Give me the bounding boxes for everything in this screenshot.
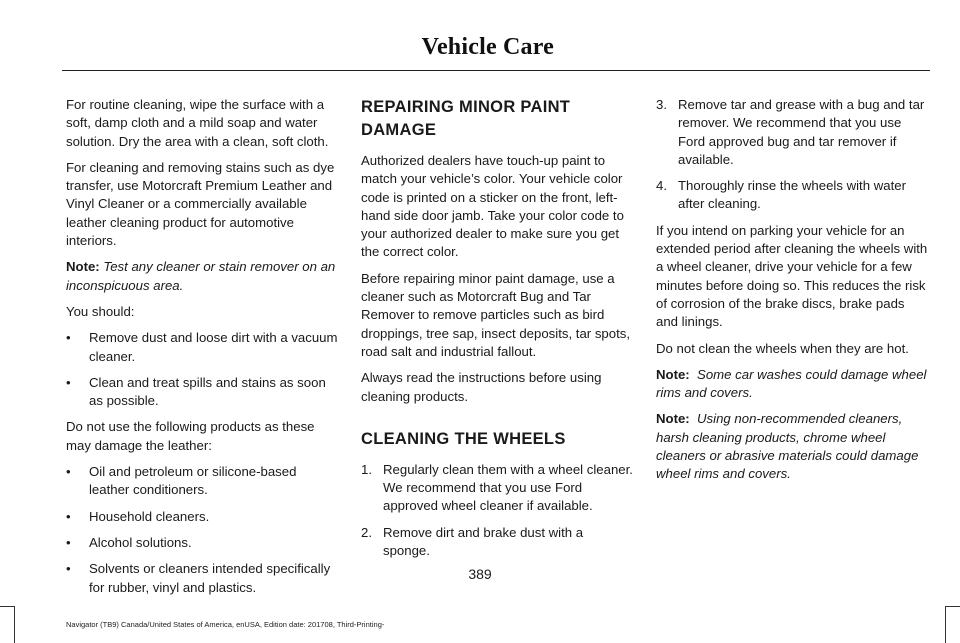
should-list <box>66 329 338 410</box>
list-item: • Clean and treat spills and stains as soon as possible. <box>66 374 338 411</box>
list-item <box>656 177 928 214</box>
note-label: Note: <box>656 411 690 427</box>
column-2 <box>361 96 633 568</box>
wheel-steps-continued <box>656 96 928 214</box>
crop-mark <box>945 606 960 607</box>
paragraph: Authorized dealers have touch-up paint to match your vehicle’s color. Your vehicle color code is printed on a sticker on the front, left-hand side door jamb. Take your color code to your authorized dealer to make sure you get the correct color. <box>361 153 624 260</box>
note-text: Some car washes could damage wheel rims and covers. <box>656 366 927 401</box>
step-number: 2. <box>361 524 372 540</box>
step-text: Remove tar and grease with a bug and tar remover. We recommend that you use Ford approved bug and tar remover if available. <box>678 97 925 167</box>
list-item: • Household cleaners. <box>66 508 338 526</box>
section-heading: CLEANING THE WHEELS <box>361 429 566 448</box>
paragraph: Always read the instructions before using cleaning products. <box>361 370 602 404</box>
step-number: 3. <box>656 97 667 112</box>
list-item <box>361 524 633 561</box>
paragraph: You should: <box>66 303 135 319</box>
paragraph: For cleaning and removing stains such as dye transfer, use Motorcraft Premium Leather and Vinyl Cleaner or a commercially available leather cleaning product for automotive interiors. <box>66 159 335 249</box>
paragraph: If you intend on parking your vehicle for an extended period after cleaning the wheels with a wheel cleaner, drive your vehicle for a few minutes before doing so. This reduces the risk of corrosion of the brake discs, brake pads and linings. <box>656 222 928 330</box>
step-text: Regularly clean them with a wheel cleaner. We recommend that you use Ford approved wheel cleaner if available. <box>383 461 633 514</box>
footer-text: Navigator (TB9) Canada/United States of America, enUSA, Edition date: 201708, Third-Printing- <box>66 620 385 629</box>
paragraph: For routine cleaning, wipe the surface with a soft, damp cloth and a mild soap and water solution. Dry the area with a clean, soft cloth. <box>66 97 329 149</box>
step-number: 1. <box>361 461 372 477</box>
section-heading <box>361 96 633 142</box>
page-number: 389 <box>468 566 492 582</box>
list-item: • Alcohol solutions. <box>66 534 338 552</box>
page-title: Vehicle Care <box>421 34 554 60</box>
column-1 <box>66 96 338 605</box>
heading-line: DAMAGE <box>361 121 437 139</box>
note-label: Note: <box>656 366 690 382</box>
crop-mark <box>0 606 14 607</box>
note-text: Using non-recommended cleaners, harsh cleaning products, chrome wheel cleaners or abrasive materials could damage wheel rims and covers. <box>656 411 919 482</box>
list-item: • Remove dust and loose dirt with a vacuum cleaner. <box>66 329 338 366</box>
note <box>656 410 928 483</box>
paragraph: Before repairing minor paint damage, use a cleaner such as Motorcraft Bug and Tar Remover to remove particles such as bird droppings, tree sap, insect deposits, tar spots, road salt and industrial fallout. <box>361 270 631 359</box>
list-item <box>361 461 633 516</box>
step-text: Thoroughly rinse the wheels with water after cleaning. <box>678 178 906 212</box>
paragraph: Do not use the following products as these may damage the leather: <box>66 419 315 453</box>
list-item: • Solvents or cleaners intended specifically for rubber, vinyl and plastics. <box>66 560 338 597</box>
heading-line: REPAIRING MINOR PAINT <box>361 98 571 116</box>
crop-mark <box>945 606 946 643</box>
note <box>656 366 928 403</box>
step-number: 4. <box>656 178 667 194</box>
note <box>66 258 338 295</box>
wheel-steps <box>361 461 633 560</box>
step-text: Remove dirt and brake dust with a sponge. <box>383 524 584 559</box>
list-item <box>656 96 928 169</box>
crop-mark <box>14 606 15 643</box>
column-3 <box>656 96 928 492</box>
list-item: • Oil and petroleum or silicone-based leather conditioners. <box>66 463 338 500</box>
header-rule <box>62 70 930 71</box>
note-label: Note: <box>66 259 100 275</box>
note-text: Test any cleaner or stain remover on an inconspicuous area. <box>66 259 336 293</box>
paragraph: Do not clean the wheels when they are hot. <box>656 340 909 356</box>
